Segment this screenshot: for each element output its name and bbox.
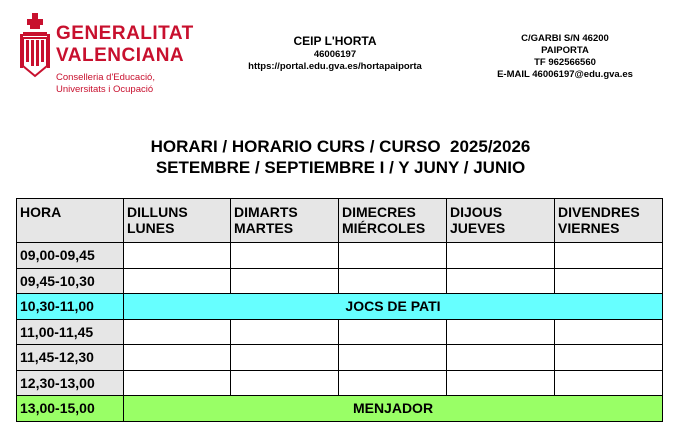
empty-cell[interactable]: [555, 243, 663, 269]
generalitat-emblem-icon: [18, 10, 52, 90]
table-row: [17, 345, 663, 371]
school-name: CEIP L'HORTA: [293, 34, 377, 48]
contact-info: [470, 33, 660, 81]
contact-email: E-MAIL 46006197@edu.gva.es: [497, 69, 633, 80]
contact-address: C/GARBI S/N 46200: [521, 33, 609, 44]
org-name-line2: VALENCIANA: [56, 45, 185, 66]
col-header-thursday: DIJOUS JUEVES: [447, 199, 555, 243]
empty-cell[interactable]: [447, 243, 555, 269]
contact-phone: TF 962566560: [534, 57, 596, 68]
empty-cell[interactable]: [339, 345, 447, 371]
empty-cell[interactable]: [231, 268, 339, 294]
hour-cell: 11,00-11,45: [17, 319, 124, 345]
hour-cell: 12,30-13,00: [17, 370, 124, 396]
schedule-title: [0, 136, 681, 178]
title-line2: SETEMBRE / SEPTIEMBRE I / Y JUNY / JUNIO: [155, 158, 526, 177]
empty-cell[interactable]: [447, 319, 555, 345]
header-row: [17, 199, 663, 243]
empty-cell[interactable]: [124, 319, 231, 345]
col-header-friday: DIVENDRES VIERNES: [555, 199, 663, 243]
empty-cell[interactable]: [555, 268, 663, 294]
empty-cell[interactable]: [339, 319, 447, 345]
empty-cell[interactable]: [231, 243, 339, 269]
empty-cell[interactable]: [231, 319, 339, 345]
hour-cell: 09,00-09,45: [17, 243, 124, 269]
empty-cell[interactable]: [339, 268, 447, 294]
hour-cell: 13,00-15,00: [17, 396, 124, 422]
school-url: https://portal.edu.gva.es/hortapaiporta: [248, 61, 422, 72]
empty-cell[interactable]: [555, 319, 663, 345]
empty-cell[interactable]: [231, 370, 339, 396]
empty-cell[interactable]: [447, 370, 555, 396]
school-code: 46006197: [313, 49, 357, 60]
table-row: [17, 319, 663, 345]
empty-cell[interactable]: [447, 268, 555, 294]
col-header-tuesday: DIMARTS MARTES: [231, 199, 339, 243]
department-line2: Universitats i Ocupació: [56, 84, 154, 95]
col-header-wednesday: DIMECRES MIÉRCOLES: [339, 199, 447, 243]
generalitat-logo: [18, 10, 194, 95]
hour-cell: 11,45-12,30: [17, 345, 124, 371]
hour-cell: 10,30-11,00: [17, 294, 124, 320]
department-line1: Conselleria d'Educació,: [56, 72, 155, 83]
empty-cell[interactable]: [124, 370, 231, 396]
table-row: [17, 268, 663, 294]
empty-cell[interactable]: [124, 268, 231, 294]
contact-city: PAIPORTA: [541, 45, 589, 56]
schedule-table: [16, 198, 663, 422]
empty-cell[interactable]: [555, 370, 663, 396]
empty-cell[interactable]: [124, 345, 231, 371]
table-row: [17, 370, 663, 396]
table-row: [17, 243, 663, 269]
empty-cell[interactable]: [124, 243, 231, 269]
lunch-label: MENJADOR: [124, 396, 663, 422]
empty-cell[interactable]: [339, 370, 447, 396]
lunch-row: [17, 396, 663, 422]
org-name-line1: GENERALITAT: [56, 23, 194, 44]
hour-cell: 09,45-10,30: [17, 268, 124, 294]
empty-cell[interactable]: [447, 345, 555, 371]
empty-cell[interactable]: [555, 345, 663, 371]
col-header-hour: HORA: [17, 199, 124, 243]
patio-label: JOCS DE PATI: [124, 294, 663, 320]
title-line1: HORARI / HORARIO CURS / CURSO 2025/2026: [150, 137, 531, 156]
empty-cell[interactable]: [231, 345, 339, 371]
patio-row: [17, 294, 663, 320]
empty-cell[interactable]: [339, 243, 447, 269]
school-info: [225, 34, 445, 73]
col-header-monday: DILLUNS LUNES: [124, 199, 231, 243]
